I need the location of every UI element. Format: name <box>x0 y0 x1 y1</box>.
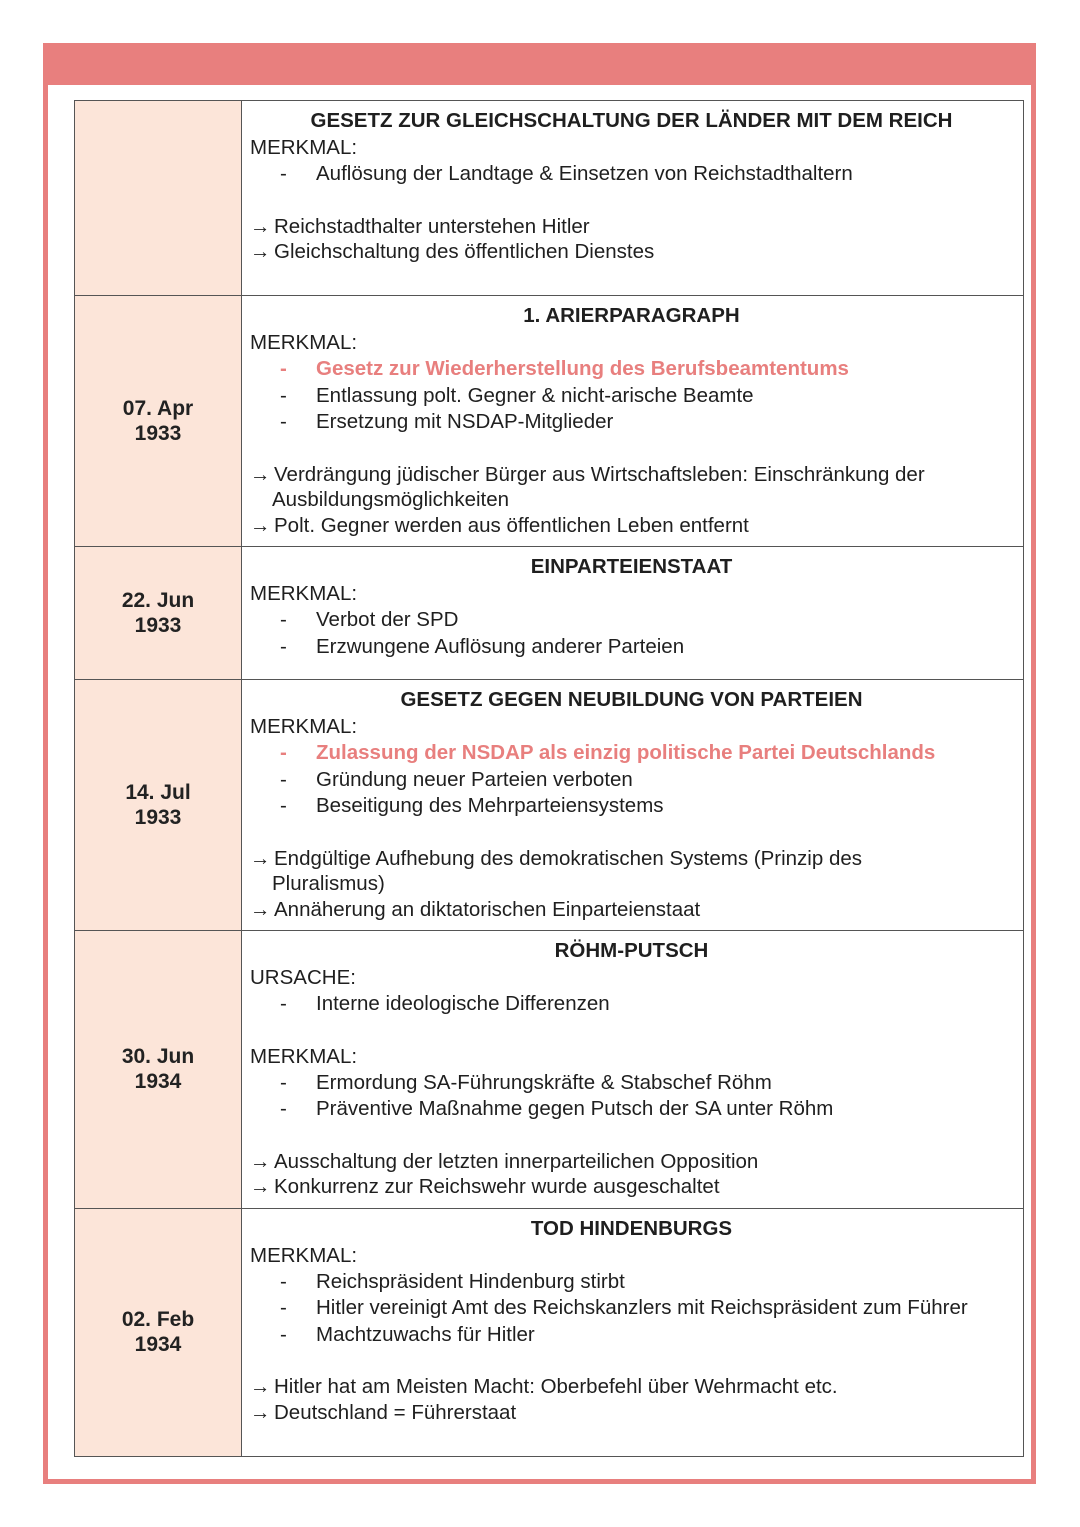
arrow-right-icon: → <box>250 462 271 486</box>
list-item: - Auflösung der Landtage & Einsetzen von Reichstadthaltern <box>280 161 1013 188</box>
arrow-right-icon: → <box>250 897 271 921</box>
event-title: GESETZ GEGEN NEUBILDUNG VON PARTEIEN <box>400 688 863 711</box>
date-cell <box>75 1208 242 1456</box>
consequence: → Endgültige Aufhebung des demokratischen Systems (Prinzip des <box>250 846 863 870</box>
date-cell <box>75 931 242 1209</box>
list-item: - Interne ideologische Differenzen <box>280 991 1013 1018</box>
consequence: → Konkurrenz zur Reichswehr wurde ausgeschaltet <box>250 1175 720 1198</box>
date-day: 07. Apr <box>122 397 194 420</box>
event-cell <box>242 680 1024 931</box>
list-item: - Ermordung SA-Führungskräfte & Stabschef Röhm <box>280 1070 1013 1097</box>
consequence: → Polt. Gegner werden aus öffentlichen Leben entfernt <box>250 513 749 537</box>
consequence: → Gleichschaltung des öffentlichen Dienstes <box>250 240 655 263</box>
consequence: → Hitler hat am Meisten Macht: Oberbefehl über Wehrmacht etc. <box>250 1375 838 1398</box>
list-item: - Hitler vereinigt Amt des Reichskanzlers mit Reichspräsident zum Führer <box>280 1295 1013 1322</box>
event-cell <box>242 1208 1024 1456</box>
date-year: 1934 <box>134 1070 182 1094</box>
feature-label: MERKMAL: <box>250 331 358 354</box>
table-row <box>75 101 1024 296</box>
list-item: - Verbot der SPD <box>280 607 1013 634</box>
consequence: → Deutschland = Führerstaat <box>250 1400 517 1424</box>
date-day: 02. Feb <box>121 1308 195 1331</box>
table-row <box>75 1208 1024 1456</box>
event-title: RÖHM-PUTSCH <box>554 939 709 962</box>
date-year: 1933 <box>134 422 182 445</box>
event-title: 1. ARIERPARAGRAPH <box>523 304 740 327</box>
feature-list <box>250 356 1013 436</box>
feature-label: MERKMAL: <box>250 582 358 605</box>
timeline-table <box>74 100 1024 1457</box>
arrow-right-icon: → <box>250 240 271 263</box>
event-title: GESETZ ZUR GLEICHSCHALTUNG DER LÄNDER MIT DEM REICH <box>310 109 953 132</box>
feature-label: MERKMAL: <box>250 1243 358 1267</box>
list-item: - Reichspräsident Hindenburg stirbt <box>280 1269 1013 1296</box>
date-day: 30. Jun <box>121 1045 195 1069</box>
consequence-continued: Ausbildungsmöglichkeiten <box>272 488 510 511</box>
event-title: EINPARTEIENSTAAT <box>530 555 733 578</box>
consequence: → Reichstadthalter unterstehen Hitler <box>250 214 590 238</box>
list-item: - Machtzuwachs für Hitler <box>280 1322 1013 1349</box>
list-item: - Gründung neuer Parteien verboten <box>280 767 1013 794</box>
feature-label: MERKMAL: <box>250 1044 358 1068</box>
feature-list <box>250 607 1013 660</box>
event-cell <box>242 101 1024 296</box>
date-day: 14. Jul <box>125 781 191 804</box>
event-cell <box>242 931 1024 1209</box>
consequence: → Annäherung an diktatorischen Einparteienstaat <box>250 897 701 921</box>
list-item: - Präventive Maßnahme gegen Putsch der SA unter Röhm <box>280 1096 1013 1123</box>
list-item: - Beseitigung des Mehrparteiensystems <box>280 793 1013 820</box>
table-row <box>75 547 1024 680</box>
date-cell <box>75 680 242 931</box>
event-cell <box>242 547 1024 680</box>
date-day: 22. Jun <box>121 589 195 612</box>
arrow-right-icon: → <box>250 1175 271 1198</box>
date-cell <box>75 547 242 680</box>
feature-list <box>250 1070 1013 1123</box>
consequence: → Ausschaltung der letzten innerparteilichen Opposition <box>250 1149 759 1173</box>
list-item: - Entlassung polt. Gegner & nicht-arische Beamte <box>280 383 1013 410</box>
date-year: 1934 <box>134 1333 182 1356</box>
arrow-right-icon: → <box>250 1149 271 1173</box>
date-year: 1933 <box>134 806 182 829</box>
arrow-right-icon: → <box>250 846 271 870</box>
arrow-right-icon: → <box>250 513 271 537</box>
arrow-right-icon: → <box>250 214 271 238</box>
table-row <box>75 931 1024 1209</box>
date-cell <box>75 101 242 296</box>
table-row <box>75 296 1024 547</box>
feature-list <box>250 1269 1013 1349</box>
event-title: TOD HINDENBURGS <box>530 1216 733 1240</box>
feature-label: MERKMAL: <box>250 715 358 738</box>
feature-list <box>250 161 1013 188</box>
cause-label: URSACHE: <box>250 966 356 989</box>
list-item: - Ersetzung mit NSDAP-Mitglieder <box>280 409 1013 436</box>
arrow-right-icon: → <box>250 1375 271 1398</box>
date-cell <box>75 296 242 547</box>
feature-label: MERKMAL: <box>250 136 358 159</box>
list-item: - Erzwungene Auflösung anderer Parteien <box>280 634 1013 661</box>
cause-list <box>250 991 1013 1018</box>
table-row <box>75 680 1024 931</box>
consequence-continued: Pluralismus) <box>272 872 385 895</box>
arrow-right-icon: → <box>250 1400 271 1424</box>
header-bar <box>48 43 1031 85</box>
consequence: → Verdrängung jüdischer Bürger aus Wirtschaftsleben: Einschränkung der <box>250 462 925 486</box>
feature-list <box>250 740 1013 820</box>
list-item-highlight: - Gesetz zur Wiederherstellung des Berufsbeamtentums <box>280 356 1013 383</box>
event-cell <box>242 296 1024 547</box>
date-year: 1933 <box>134 614 182 637</box>
list-item-highlight: - Zulassung der NSDAP als einzig politische Partei Deutschlands <box>280 740 1013 767</box>
